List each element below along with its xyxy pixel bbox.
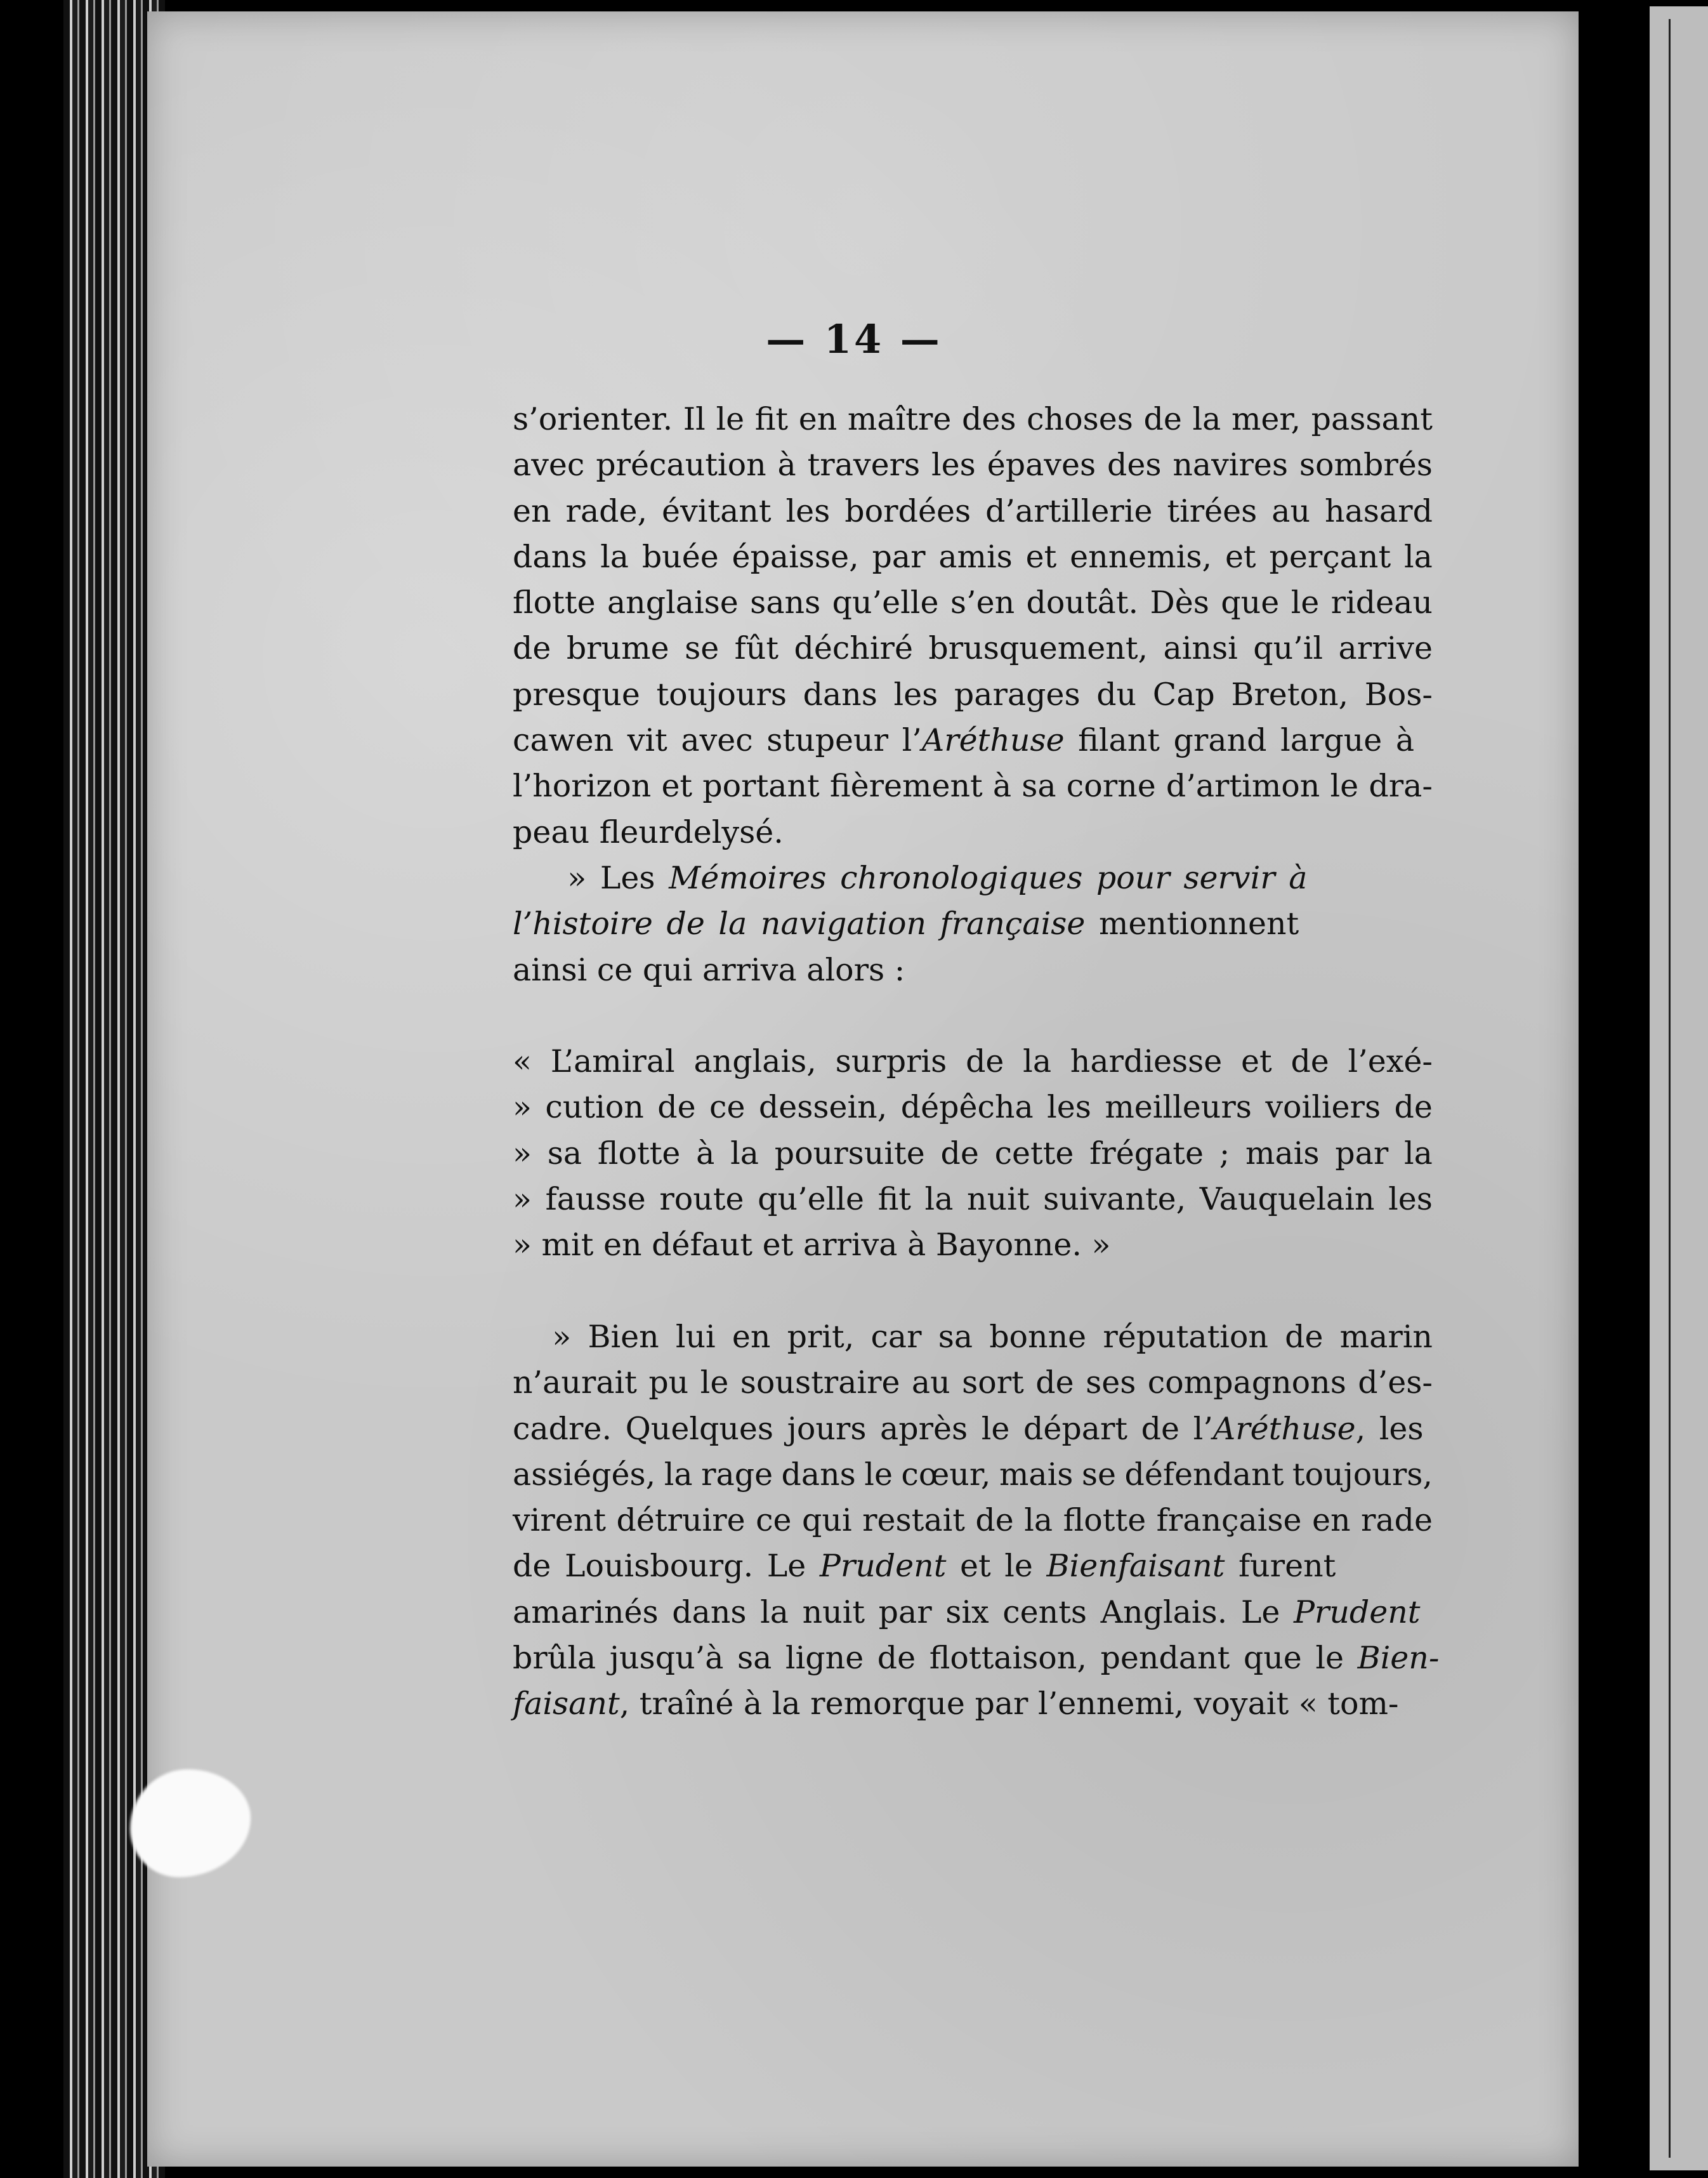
word: rage (701, 1456, 773, 1493)
word: dans (803, 676, 877, 713)
word: flotte (1063, 1502, 1146, 1539)
word: sort (962, 1364, 1024, 1401)
word: de (1035, 1364, 1074, 1401)
text-line (513, 1406, 1433, 1452)
word: le (864, 1456, 893, 1493)
word: sombrés (1299, 447, 1433, 484)
word: qu’elle (758, 1181, 864, 1218)
word: perçant (1269, 538, 1391, 575)
word: fût (734, 630, 779, 667)
word: avec (513, 447, 585, 484)
word: les (1388, 1181, 1433, 1218)
word: » (513, 1318, 572, 1355)
word: le (1330, 768, 1359, 805)
word: prit, (787, 1318, 855, 1355)
word: fausse (545, 1181, 646, 1218)
word: ennemis, (1070, 538, 1212, 575)
word: de (1291, 1043, 1329, 1080)
text-run: » Les (513, 859, 669, 896)
word: compagnons (1147, 1364, 1346, 1401)
word: la (664, 1456, 693, 1493)
word: anglais, (693, 1043, 817, 1080)
word: réputation (1103, 1318, 1268, 1355)
word: rade (1360, 1502, 1433, 1539)
word: en (798, 401, 838, 437)
text-run: et le (946, 1548, 1047, 1585)
word: fit (877, 1181, 911, 1218)
word: toujours (656, 676, 787, 713)
word: des (1107, 447, 1162, 484)
text-line (513, 1039, 1433, 1085)
word: » (513, 1089, 532, 1126)
word: nuit (967, 1181, 1030, 1218)
word: cœur, (901, 1456, 991, 1493)
word: frégate (1089, 1135, 1204, 1172)
word: par (1335, 1135, 1389, 1172)
word: car (870, 1318, 922, 1355)
italic-text: faisant (513, 1686, 620, 1722)
word: cette (994, 1135, 1074, 1172)
word: arrive (1338, 630, 1433, 667)
text-line (513, 1498, 1433, 1543)
word: surpris (835, 1043, 947, 1080)
word: de (940, 1135, 979, 1172)
word: l’exé- (1348, 1043, 1433, 1080)
word: rideau (1330, 584, 1433, 621)
text-run: de Louisbourg. Le (513, 1548, 820, 1585)
word: au (1271, 492, 1311, 529)
text-run: ainsi ce qui arriva alors : (513, 951, 905, 988)
word: ainsi (1163, 630, 1238, 667)
word: se (685, 630, 719, 667)
text-line (513, 810, 1433, 855)
word: et (1225, 538, 1256, 575)
paragraph-gap (513, 1269, 1433, 1314)
text-line (513, 718, 1433, 763)
word: les (931, 447, 976, 484)
word: le (700, 1364, 729, 1401)
text-run: brûla jusqu’à sa ligne de flottaison, pendant que le (513, 1640, 1358, 1677)
text-run: » mit en défaut et arriva à Bayonne. » (513, 1227, 1111, 1264)
word: la (1023, 1043, 1052, 1080)
word: dans (781, 1456, 856, 1493)
word: bonne (989, 1318, 1087, 1355)
word: en (1311, 1502, 1351, 1539)
word: en (732, 1318, 771, 1355)
text-line (513, 1222, 1433, 1268)
word: la (1024, 1502, 1053, 1539)
page-number: — 14 — (766, 316, 942, 362)
word: de (1394, 1089, 1433, 1126)
word: de (657, 1089, 696, 1126)
word: Bos- (1364, 676, 1433, 713)
word: la (730, 1135, 759, 1172)
word: route (659, 1181, 744, 1218)
text-line (513, 580, 1433, 626)
word: les (1047, 1089, 1091, 1126)
word: défendant (1124, 1456, 1284, 1493)
text-line (513, 947, 1433, 993)
word: rade, (565, 492, 648, 529)
word: assiégés, (513, 1456, 656, 1493)
word: de (975, 1502, 1014, 1539)
text-run: cawen vit avec stupeur l’ (513, 722, 922, 759)
text-line (513, 901, 1433, 947)
text-run: filant grand largue à (1064, 722, 1415, 759)
word: mer, (1231, 401, 1301, 437)
word: le (1291, 584, 1320, 621)
text-line (513, 672, 1433, 718)
word: la (600, 538, 629, 575)
text-line (513, 1314, 1433, 1360)
word: les (785, 492, 831, 529)
body-text (513, 397, 1440, 1727)
paragraph (513, 855, 1433, 993)
word: et (1025, 538, 1057, 575)
italic-text: Aréthuse (921, 722, 1065, 759)
word: qu’elle (832, 584, 939, 621)
word: la (924, 1181, 954, 1218)
word: voiliers (1265, 1089, 1381, 1126)
text-line (513, 1681, 1433, 1727)
word: à (992, 768, 1012, 805)
word: lui (675, 1318, 716, 1355)
word: s’en (950, 584, 1015, 621)
word: par (872, 538, 926, 575)
word: bordées (844, 492, 971, 529)
word: ; (1219, 1135, 1230, 1172)
word: restait (862, 1502, 965, 1539)
text-run: , traîné à la remorque par l’ennemi, voyait « tom- (619, 1686, 1399, 1722)
word: buée (641, 538, 719, 575)
text-line (513, 1543, 1433, 1589)
word: flotte (597, 1135, 681, 1172)
paragraph (513, 397, 1433, 855)
word: Il (683, 401, 706, 437)
word: corne (1066, 768, 1156, 805)
word: portant (702, 768, 820, 805)
text-line (513, 1360, 1433, 1406)
word: dra- (1369, 768, 1433, 805)
word: précaution (596, 447, 766, 484)
word: ce (709, 1089, 746, 1126)
word: marin (1339, 1318, 1433, 1355)
word: navires (1173, 447, 1289, 484)
word: les (893, 676, 938, 713)
word: d’artillerie (985, 492, 1153, 529)
word: et (661, 768, 693, 805)
text-run: , les (1355, 1410, 1424, 1447)
word: de (1285, 1318, 1324, 1355)
text-line (513, 534, 1433, 580)
italic-text: Bien- (1357, 1640, 1440, 1677)
word: Bien (588, 1318, 659, 1355)
text-run: amarinés dans la nuit par six cents Anglais. Le (513, 1594, 1294, 1630)
text-line (513, 1635, 1440, 1681)
text-line (513, 1177, 1433, 1222)
word: que (1221, 584, 1280, 621)
word: qu’il (1253, 630, 1324, 667)
word: fit (754, 401, 789, 437)
word: suivante, (1043, 1181, 1186, 1218)
word: n’aurait (513, 1364, 637, 1401)
paragraph (513, 1314, 1440, 1727)
word: Dès (1150, 584, 1209, 621)
word: se (1081, 1456, 1117, 1493)
text-run: furent (1225, 1548, 1336, 1585)
italic-text: l’histoire de la navigation française (513, 906, 1086, 942)
text-line (513, 1085, 1433, 1130)
word: hardiesse (1070, 1043, 1223, 1080)
word: » (513, 1135, 532, 1172)
word: sa (1022, 768, 1056, 805)
word: anglaise (607, 584, 739, 621)
word: flotte (513, 584, 596, 621)
word: la (1404, 1135, 1433, 1172)
word: du (1096, 676, 1137, 713)
word: de (1143, 401, 1182, 437)
text-run: mentionnent (1085, 906, 1299, 942)
text-run: peau fleurdelysé. (513, 814, 784, 850)
word: toujours, (1292, 1456, 1433, 1493)
word: épaves (987, 447, 1096, 484)
word: meilleurs (1105, 1089, 1252, 1126)
word: s’orienter. (513, 401, 673, 437)
text-line (513, 1131, 1433, 1177)
word: détruire (616, 1502, 746, 1539)
word: le (716, 401, 745, 437)
word: Breton, (1231, 676, 1349, 713)
word: doutât. (1026, 584, 1139, 621)
text-line (513, 855, 1433, 901)
italic-text: Mémoires chronologiques pour servir à (669, 859, 1308, 896)
word: virent (513, 1502, 607, 1539)
text-line (513, 1590, 1433, 1635)
word: qui (802, 1502, 852, 1539)
word: fièrement (829, 768, 983, 805)
word: mais (999, 1456, 1074, 1493)
word: mais (1245, 1135, 1320, 1172)
word: ses (1086, 1364, 1136, 1401)
word: maître (847, 401, 952, 437)
text-line (513, 489, 1433, 534)
word: « (513, 1043, 532, 1080)
word: d’es- (1358, 1364, 1433, 1401)
word: la (1403, 538, 1433, 575)
word: L’amiral (550, 1043, 675, 1080)
word: Vauquelain (1199, 1181, 1375, 1218)
text-line (513, 397, 1433, 442)
italic-text: Bienfaisant (1046, 1548, 1225, 1585)
word: dessein, (758, 1089, 888, 1126)
italic-text: Prudent (1293, 1594, 1421, 1630)
word: pu (648, 1364, 689, 1401)
word: choses (1027, 401, 1133, 437)
word: brume (566, 630, 669, 667)
word: sans (750, 584, 821, 621)
italic-text: Prudent (819, 1548, 947, 1585)
word: » (513, 1181, 532, 1218)
text-line (513, 1452, 1433, 1498)
word: de (513, 630, 551, 667)
word: déchiré (794, 630, 913, 667)
paragraph (513, 1039, 1433, 1268)
word: l’horizon (513, 768, 652, 805)
word: et (1241, 1043, 1272, 1080)
word: à (777, 447, 796, 484)
word: presque (513, 676, 640, 713)
text-line (513, 763, 1433, 809)
word: poursuite (774, 1135, 925, 1172)
word: à (696, 1135, 715, 1172)
text-line (513, 442, 1433, 488)
word: évitant (662, 492, 772, 529)
word: dépêcha (900, 1089, 1034, 1126)
word: des (961, 401, 1016, 437)
word: au (911, 1364, 950, 1401)
text-run: cadre. Quelques jours après le départ de l’ (513, 1410, 1213, 1447)
text-line (513, 626, 1433, 671)
italic-text: Aréthuse (1212, 1410, 1356, 1447)
word: sa (547, 1135, 582, 1172)
word: amis (938, 538, 1013, 575)
word: sa (938, 1318, 973, 1355)
word: passant (1311, 401, 1433, 437)
word: soustraire (740, 1364, 900, 1401)
word: d’artimon (1166, 768, 1320, 805)
word: travers (807, 447, 921, 484)
word: en (513, 492, 551, 529)
word: épaisse, (732, 538, 859, 575)
word: Cap (1152, 676, 1215, 713)
word: de (966, 1043, 1004, 1080)
word: la (1192, 401, 1221, 437)
word: brusquement, (928, 630, 1148, 667)
word: hasard (1325, 492, 1433, 529)
paragraph-gap (513, 993, 1433, 1039)
word: cution (545, 1089, 644, 1126)
word: française (1156, 1502, 1302, 1539)
word: tirées (1167, 492, 1258, 529)
word: dans (513, 538, 588, 575)
word: ce (756, 1502, 792, 1539)
word: parages (954, 676, 1081, 713)
